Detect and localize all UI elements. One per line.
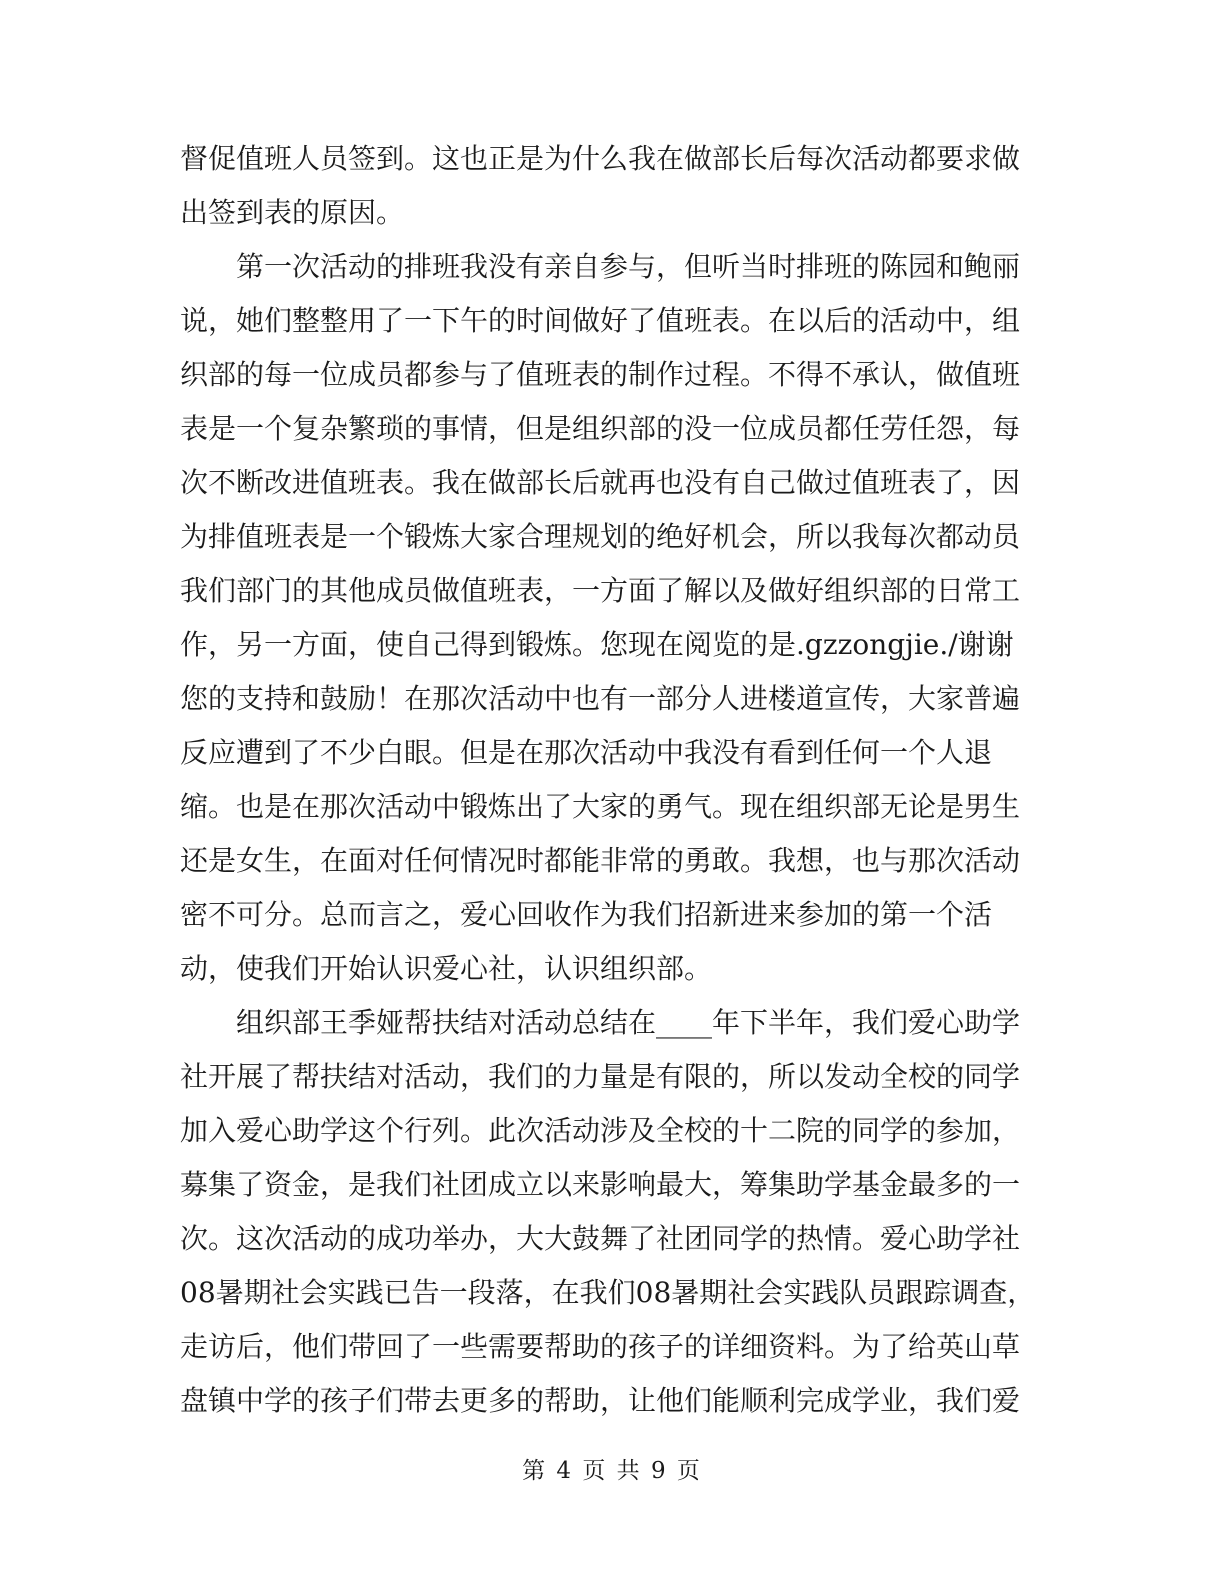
text-line-17: 组织部王季娅帮扶结对活动总结在____年下半年，我们爱心助学 xyxy=(180,1006,1021,1039)
text-line-7: 次不断改进值班表。我在做部长后就再也没有自己做过值班表了，因 xyxy=(180,466,1021,499)
text-line-12: 反应遭到了不少白眼。但是在那次活动中我没有看到任何一个人退 xyxy=(180,736,993,769)
text-line-10: 作，另一方面，使自己得到锻炼。您现在阅览的是.gzzongjie./谢谢 xyxy=(180,628,1014,661)
text-line-11: 您的支持和鼓励！在那次活动中也有一部分人进楼道宣传，大家普遍 xyxy=(180,682,1021,715)
text-line-20: 募集了资金，是我们社团成立以来影响最大，筹集助学基金最多的一 xyxy=(180,1168,1021,1201)
text-line-1: 督促值班人员签到。这也正是为什么我在做部长后每次活动都要求做 xyxy=(180,142,1021,175)
text-line-21: 次。这次活动的成功举办，大大鼓舞了社团同学的热情。爱心助学社 xyxy=(180,1222,1021,1255)
text-line-2: 出签到表的原因。 xyxy=(180,196,405,229)
text-line-22: 08暑期社会实践已告一段落，在我们08暑期社会实践队员跟踪调查， xyxy=(180,1276,1036,1309)
text-line-14: 还是女生，在面对任何情况时都能非常的勇敢。我想，也与那次活动 xyxy=(180,844,1021,877)
text-line-8: 为排值班表是一个锻炼大家合理规划的绝好机会，所以我每次都动员 xyxy=(180,520,1021,553)
text-line-9: 我们部门的其他成员做值班表，一方面了解以及做好组织部的日常工 xyxy=(180,574,1021,607)
text-line-16: 动，使我们开始认识爱心社，认识组织部。 xyxy=(180,952,713,985)
text-line-13: 缩。也是在那次活动中锻炼出了大家的勇气。现在组织部无论是男生 xyxy=(180,790,1021,823)
text-line-15: 密不可分。总而言之，爱心回收作为我们招新进来参加的第一个活 xyxy=(180,898,993,931)
text-line-3: 第一次活动的排班我没有亲自参与，但听当时排班的陈园和鲍丽 xyxy=(180,250,1021,283)
text-line-5: 织部的每一位成员都参与了值班表的制作过程。不得不承认，做值班 xyxy=(180,358,1021,391)
page-number-footer: 第 4 页 共 9 页 xyxy=(522,1458,702,1484)
text-line-18: 社开展了帮扶结对活动，我们的力量是有限的，所以发动全校的同学 xyxy=(180,1060,1021,1093)
text-line-6: 表是一个复杂繁琐的事情，但是组织部的没一位成员都任劳任怨，每 xyxy=(180,412,1021,445)
text-line-24: 盘镇中学的孩子们带去更多的帮助，让他们能顺利完成学业，我们爱 xyxy=(180,1384,1021,1417)
body-text xyxy=(180,132,1040,1428)
text-line-4: 说，她们整整用了一下午的时间做好了值班表。在以后的活动中，组 xyxy=(180,304,1021,337)
text-line-19: 加入爱心助学这个行列。此次活动涉及全校的十二院的同学的参加， xyxy=(180,1114,1021,1147)
text-line-23: 走访后，他们带回了一些需要帮助的孩子的详细资料。为了给英山草 xyxy=(180,1330,1021,1363)
